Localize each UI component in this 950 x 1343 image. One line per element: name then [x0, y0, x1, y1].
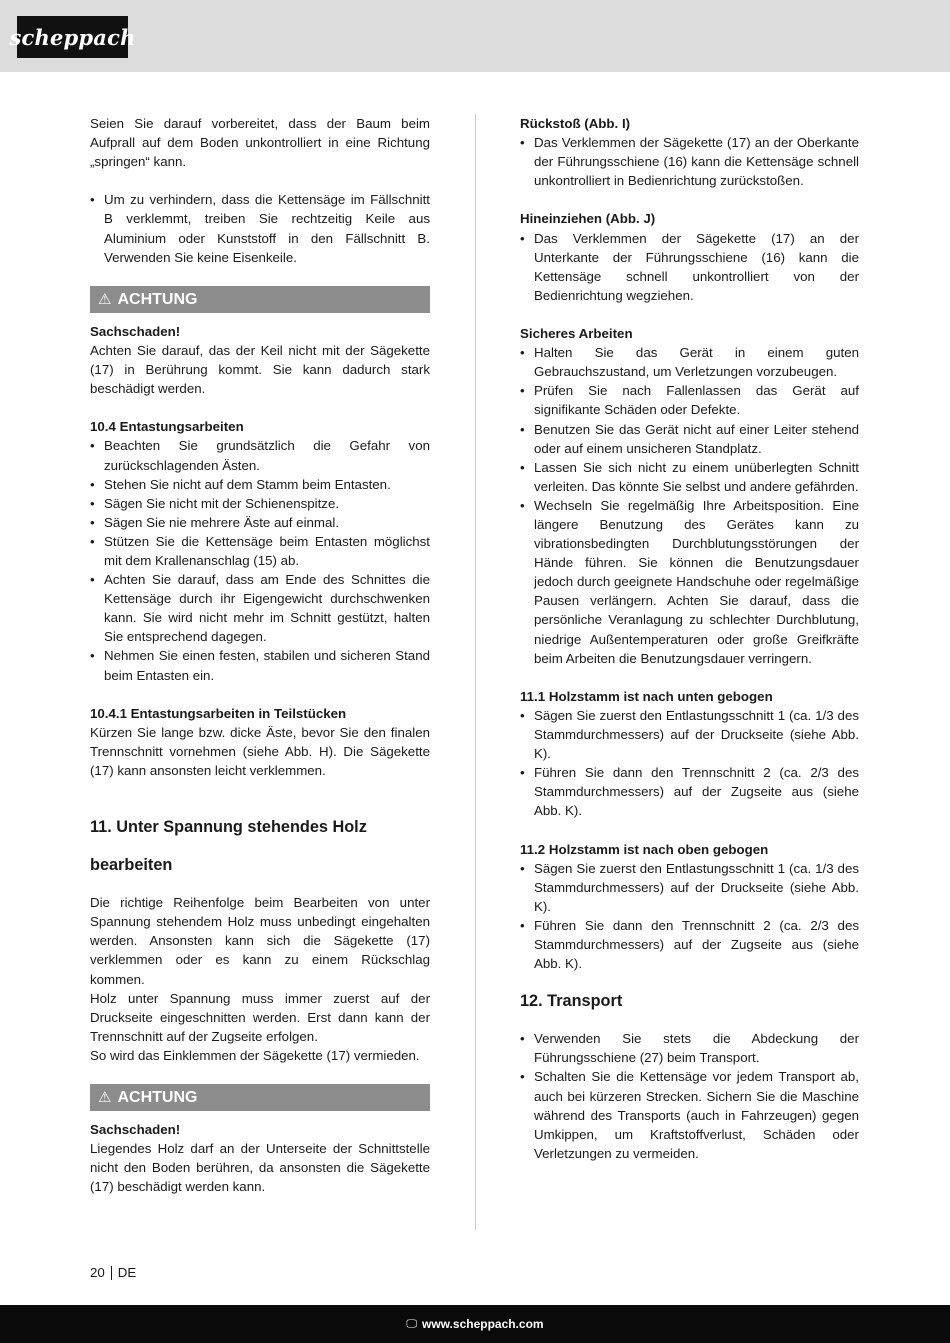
list-item: • Führen Sie dann den Trennschnitt 2 (ca. 2/3 des Stammdurchmessers) auf der Zugseite aus (siehe Abb. K).	[520, 916, 859, 973]
list-item: • Nehmen Sie einen festen, stabilen und sicheren Stand beim Entasten ein.	[90, 646, 430, 684]
list-item: • Stehen Sie nicht auf dem Stamm beim Entasten.	[90, 475, 430, 494]
page-number	[90, 1265, 136, 1280]
monitor-icon: 🖵	[406, 1317, 417, 1330]
subheading-hineinziehen: Hineinziehen (Abb. J)	[520, 211, 656, 227]
list-item: • Beachten Sie grundsätzlich die Gefahr von zurückschlagenden Ästen.	[90, 436, 430, 474]
list-item: • Sägen Sie zuerst den Entlastungsschnitt 1 (ca. 1/3 des Stammdurchmessers) auf der Druckseite (siehe Abb. K).	[520, 859, 859, 916]
scheppach-logo: scheppach	[17, 16, 128, 58]
paragraph: Seien Sie darauf vorbereitet, dass der Baum beim Aufprall auf dem Boden unkontrolliert in eine Richtung „springen“ kann.	[90, 116, 430, 170]
list-item: • Das Verklemmen der Sägekette (17) an der Unterkante der Führungsschiene (16) kann die Kettensäge schnell unkontrolliert von der Bedienrichtung wegziehen.	[520, 229, 859, 305]
right-column	[520, 114, 859, 1163]
warning-triangle-icon: ⚠	[98, 290, 112, 308]
bullet-list	[520, 133, 859, 190]
list-item: • Prüfen Sie nach Fallenlassen das Gerät auf signifikante Schäden oder Defekte.	[520, 381, 859, 419]
bullet-list	[520, 706, 859, 821]
left-column	[90, 114, 430, 1197]
bullet-list	[520, 859, 859, 974]
bullet-list	[90, 436, 430, 684]
header-band	[0, 0, 950, 72]
chapter-heading-line2: bearbeiten	[90, 856, 173, 875]
list-item: • Wechseln Sie regelmäßig Ihre Arbeitsposition. Eine längere Benutzung des Gerätes kann zu vibrationsbedingten Durchblutungsstörungen der Hände führen. Sie können die Benutzungsdauer jedoch durch geeignete Handschuhe oder regelmäßige Pausen verlängern. Achten Sie darauf, dass die persönliche Veranlagung zu schlechter Durchblutung, niedrige Außentemperaturen oder große Greifkräfte beim Arbeiten die Benutzungsdauer verringern.	[520, 496, 859, 668]
bullet-list	[520, 229, 859, 305]
bullet-list	[520, 1029, 859, 1163]
language-code: DE	[117, 1265, 137, 1280]
paragraph: Kürzen Sie lange bzw. dicke Äste, bevor Sie den finalen Trennschnitt vornehmen (siehe Abb. H). Die Sägekette (17) kann ansonsten leicht verklemmen.	[90, 724, 430, 778]
footer-url[interactable]: www.scheppach.com	[422, 1317, 544, 1331]
warning-title: Sachschaden!	[90, 1122, 181, 1138]
chapter-heading-12: 12. Transport	[520, 992, 623, 1011]
chapter-heading-11	[90, 808, 430, 884]
footer-band	[0, 1305, 950, 1343]
chapter-heading-line1: 11. Unter Spannung stehendes Holz	[90, 818, 367, 837]
warning-bar	[90, 286, 430, 313]
list-item: • Benutzen Sie das Gerät nicht auf einer Leiter stehend oder auf einem unsicheren Standplatz.	[520, 420, 859, 458]
list-item: • Verwenden Sie stets die Abdeckung der Führungsschiene (27) beim Transport.	[520, 1029, 859, 1067]
warning-title: Sachschaden!	[90, 323, 181, 339]
section-heading-10-4-1: 10.4.1 Entastungsarbeiten in Teilstücken	[90, 705, 347, 721]
warning-text: Achten Sie darauf, das der Keil nicht mit der Sägekette (17) in Berührung kommt. Sie kann dadurch stark beschädigt werden.	[90, 342, 430, 397]
list-item: • Achten Sie darauf, dass am Ende des Schnittes die Kettensäge durch ihr Eigengewicht durchschwenken kann. Sie wird nicht mehr im Schnitt gestützt, halten Sie entsprechend dagegen.	[90, 570, 430, 646]
section-heading-10-4: 10.4 Entastungsarbeiten	[90, 419, 244, 435]
list-item: • Lassen Sie sich nicht zu einem unüberlegten Schnitt verleiten. Das könnte Sie selbst und andere gefährden.	[520, 458, 859, 496]
list-item: • Schalten Sie die Kettensäge vor jedem Transport ab, auch bei kürzeren Strecken. Sichern Sie die Maschine während des Transports (auch in Fahrzeugen) gegen Umkippen, um Kraftstoffverlust, Schäden oder Verletzungen zu vermeiden.	[520, 1067, 859, 1162]
column-divider	[475, 114, 476, 1230]
subheading-sicheres-arbeiten: Sicheres Arbeiten	[520, 326, 633, 342]
warning-text: Liegendes Holz darf an der Unterseite der Schnittstelle nicht den Boden berühren, da ansonsten die Sägekette (17) beschädigt werden kann.	[90, 1141, 430, 1195]
page-number-value: 20	[90, 1265, 105, 1280]
page-number-separator	[111, 1266, 112, 1280]
subheading-rueckstoss: Rückstoß (Abb. I)	[520, 116, 631, 131]
bullet-list	[90, 190, 430, 266]
list-item: • Sägen Sie nicht mit der Schienenspitze.	[90, 494, 430, 513]
list-item: • Das Verklemmen der Sägekette (17) an der Oberkante der Führungsschiene (16) kann die Kettensäge schnell unkontrolliert in Bedienrichtung zurückstoßen.	[520, 133, 859, 190]
paragraph: So wird das Einklemmen der Sägekette (17) vermieden.	[90, 1047, 420, 1063]
warning-triangle-icon: ⚠	[98, 1089, 112, 1107]
list-item: • Halten Sie das Gerät in einem guten Gebrauchszustand, um Verletzungen vorzubeugen.	[520, 343, 859, 381]
list-item: • Stützen Sie die Kettensäge beim Entasten möglichst mit dem Krallenanschlag (15) ab.	[90, 532, 430, 570]
warning-bar	[90, 1084, 430, 1111]
warning-label: ACHTUNG	[117, 1089, 198, 1107]
section-heading-11-2: 11.2 Holzstamm ist nach oben gebogen	[520, 841, 769, 857]
list-item: • Um zu verhindern, dass die Kettensäge im Fällschnitt B verklemmt, treiben Sie rechtzeitig Keile aus Aluminium oder Kunststoff in den Fällschnitt B. Verwenden Sie keine Eisenkeile.	[90, 190, 430, 266]
list-item: • Führen Sie dann den Trennschnitt 2 (ca. 2/3 des Stammdurchmessers) auf der Zugseite aus (siehe Abb. K).	[520, 763, 859, 820]
list-item: • Sägen Sie nie mehrere Äste auf einmal.	[90, 513, 430, 532]
paragraph: Holz unter Spannung muss immer zuerst auf der Druckseite eingeschnitten werden. Erst dann kann der Trennschnitt auf der Zugseite erfolgen.	[90, 990, 430, 1044]
section-heading-11-1: 11.1 Holzstamm ist nach unten gebogen	[520, 688, 773, 704]
warning-label: ACHTUNG	[117, 290, 198, 308]
paragraph: Die richtige Reihenfolge beim Bearbeiten von unter Spannung stehendem Holz muss unbedingt eingehalten werden. Ansonsten kann sich die Sägekette (17) verklemmen oder es kann zu einem Rückschlag kommen.	[90, 895, 430, 987]
bullet-list	[520, 343, 859, 668]
list-item: • Sägen Sie zuerst den Entlastungsschnitt 1 (ca. 1/3 des Stammdurchmessers) auf der Druckseite (siehe Abb. K).	[520, 706, 859, 763]
